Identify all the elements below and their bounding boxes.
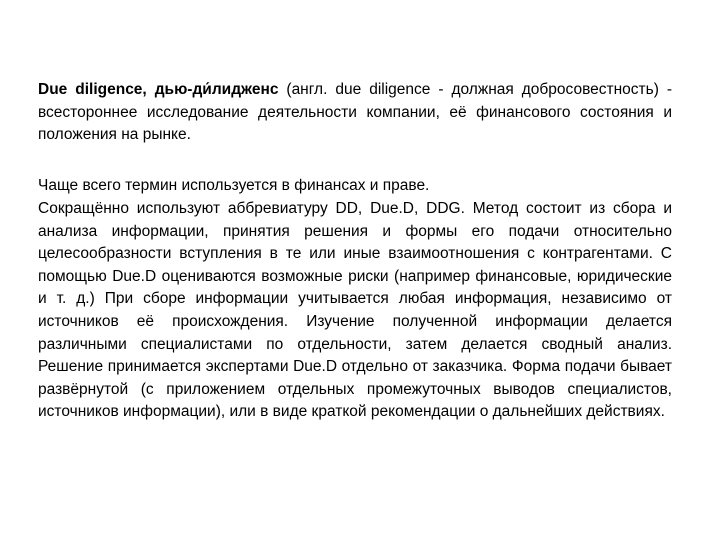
- usage-paragraph: Чаще всего термин используется в финансах и праве.: [38, 177, 430, 194]
- term-heading: Due diligence, дью-ди́лидженс: [38, 81, 279, 98]
- definition-paragraph: [38, 79, 672, 147]
- term-definition: (англ. due diligence - должная добросовестность) - всестороннее исследование деятельности компании, её финансового состояния и положения на рынке.: [38, 81, 672, 144]
- details-paragraph: Сокращённо используют аббревиатуру DD, Due.D, DDG. Метод состоит из сбора и анализа информации, принятия решения и формы его подачи относительно целесообразности вступления в те или иные взаимоотношения с контрагентами. С помощью Due.D оцениваются возможные риски (например финансовые, юридические и т. д.) При сборе информации учитывается любая информация, независимо от источников её происхождения. Изучение полученной информации делается различными специалистами по отдельности, затем делается сводный анализ. Решение принимается экспертами Due.D отдельно от заказчика. Форма подачи бывает развёрнутой (с приложением отдельных промежуточных выводов специалистов, источников информации), или в виде краткой рекомендации о дальнейших действиях.: [38, 200, 672, 421]
